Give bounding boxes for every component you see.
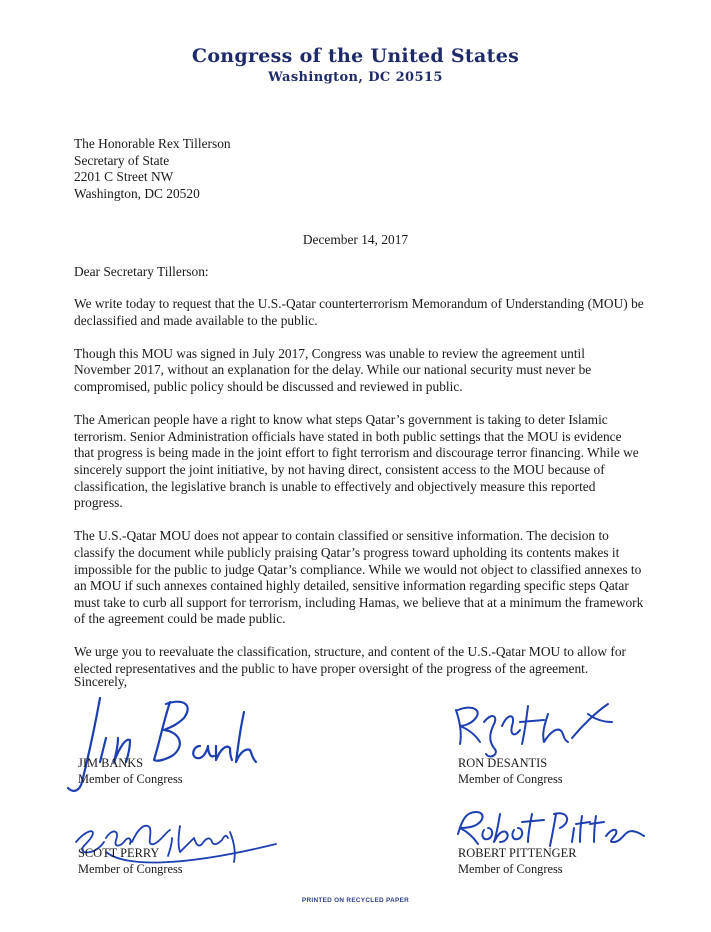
body-paragraph: The U.S.-Qatar MOU does not appear to contain classified or sensitive information. The decision to classify the document while publicly praising Qatar’s progress toward upholding its contents makes it impossible for the public to judge Qatar’s compliance. While we would not object to classified annexes to an MOU if such annexes contained highly detailed, sensitive information regarding specific steps Qatar must take to curb all support for terrorism, including Hamas, we believe that at a minimum the framework of the agreement could be made public. [74, 528, 644, 627]
signatory-name: SCOTT PERRY [78, 846, 160, 860]
body-paragraph: We write today to request that the U.S.-Qatar counterterrorism Memorandum of Understanding (MOU) be declassified and made available to the public. [74, 296, 644, 328]
signatory-block-3 [78, 846, 183, 877]
letterhead-city: Washington, DC 20515 [268, 70, 443, 85]
recipient-line: Secretary of State [74, 152, 170, 168]
recycled-paper-footer: PRINTED ON RECYCLED PAPER [301, 897, 410, 904]
letterhead [0, 44, 711, 88]
body-paragraph: We urge you to reevaluate the classification, structure, and content of the U.S.-Qatar MOU to allow for elected representatives and the public to have proper oversight of the progress of the agreement. [74, 644, 626, 677]
signatory-title: Member of Congress [458, 771, 563, 786]
recipient-address [74, 136, 231, 202]
signatory-title: Member of Congress [78, 771, 183, 786]
closing: Sincerely, [74, 674, 128, 689]
signature-ron-desantis [448, 692, 618, 762]
signatory-title: Member of Congress [78, 861, 183, 876]
signatory-title: Member of Congress [458, 861, 563, 876]
recipient-line: 2201 C Street NW [74, 169, 174, 185]
signatory-block-4 [458, 846, 576, 877]
signatory-name: RON DESANTIS [458, 756, 548, 770]
recipient-line: The Honorable Rex Tillerson [74, 136, 231, 151]
recipient-line: Washington, DC 20520 [74, 185, 200, 201]
letter-body [74, 296, 644, 694]
letterhead-title: Congress of the United States [191, 45, 520, 67]
letter-date: December 14, 2017 [302, 232, 409, 247]
signatory-block-1 [78, 756, 183, 787]
body-paragraph: The American people have a right to know what steps Qatar’s government is taking to deter Islamic terrorism. Senior Administration officials have stated in both public settings that the MOU is evidence that progress is being made in the joint effort to fight terrorism and discourage terror financing. While we sincerely support the joint initiative, by not having direct, consistent access to the MOU because of classification, the legislative branch is unable to effectively and objectively measure this reported progress. [74, 412, 639, 511]
salutation: Dear Secretary Tillerson: [74, 264, 209, 279]
body-paragraph: Though this MOU was signed in July 2017, Congress was unable to review the agreement until November 2017, without an explanation for the delay. While our national security must never be compromised, public policy should be discussed and reviewed in public. [74, 345, 592, 394]
signatory-block-2 [458, 756, 563, 787]
signatory-name: JIM BANKS [78, 756, 144, 770]
signatory-name: ROBERT PITTENGER [458, 846, 577, 860]
